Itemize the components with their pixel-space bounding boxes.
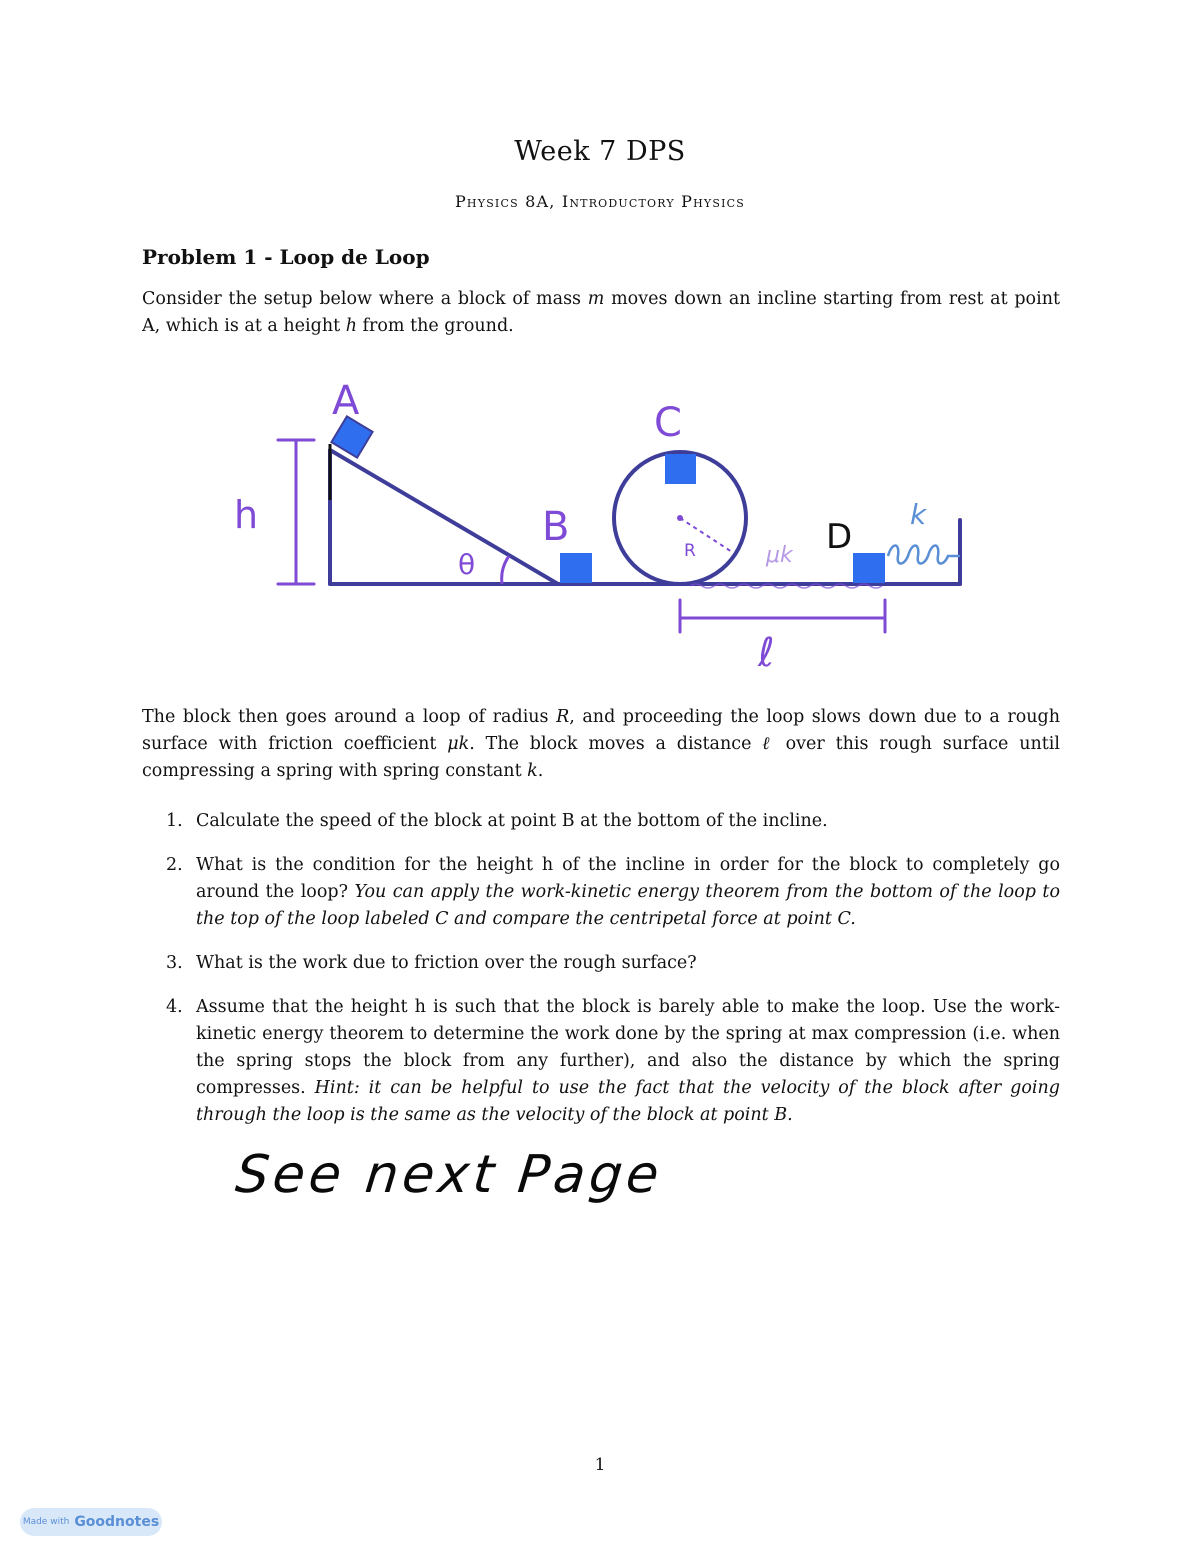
label-r: R [684,541,696,561]
course-subtitle: Physics 8A, Introductory Physics [454,192,746,211]
block-c [665,454,696,484]
height-bracket [278,440,314,584]
label-mu: μk [766,543,793,568]
label-theta: θ [458,548,476,581]
question-item: 2. What is the condition for the height h of the incline in order for the block to completely go around the loop? You can apply the work-kinetic energy theorem from the bottom of the loop to the top of the loop labeled C and compare the centripetal force at point C. [166,855,1060,929]
question-item: 1. Calculate the speed of the block at point B at the bottom of the incline. [166,811,828,831]
question-item: 4. Assume that the height h is such that the block is barely able to make the loop. Use the work-kinetic energy theorem to determine the work done by the spring at max compression (i.e. when the spring stops the block from any further), and also the distance by which the spring compresses. Hint: it can be helpful to use the fact that the velocity of the block after going through the loop is the same as the velocity of the block at point B. [166,997,1060,1125]
label-b: B [542,504,570,550]
block-b [560,553,592,583]
spring [888,546,960,564]
badge-small-text: Made with [22,1517,70,1527]
label-a: A [332,378,360,424]
distance-bracket [680,600,885,632]
intro-paragraph: Consider the setup below where a block of mass m moves down an incline starting from rest at point A, which is at a height h from the ground. [142,289,1060,336]
incline [330,450,558,584]
label-h: h [234,493,259,537]
page-number: 1 [594,1455,606,1475]
label-d: D [826,517,853,557]
loop-de-loop-diagram [200,360,1000,680]
label-l: ℓ [758,630,775,676]
goodnotes-badge[interactable] [20,1508,162,1536]
problem-heading: Problem 1 - Loop de Loop [142,245,430,269]
followup-paragraph: The block then goes around a loop of radius R, and proceeding the loop slows down due to a rough surface with friction coefficient μk. The block moves a distance ℓ over this rough surface until compressing a spring with spring constant k. [142,707,1061,781]
question-list [142,808,1060,1146]
page-title: Week 7 DPS [514,136,686,167]
question-item: 3. What is the work due to friction over the rough surface? [166,953,697,973]
label-k: k [910,498,927,531]
block-d [853,553,885,583]
theta-arc [502,556,509,584]
label-c: C [654,400,682,446]
handwritten-note: See next Page [232,1145,666,1205]
badge-brand-text: Goodnotes [74,1514,160,1530]
